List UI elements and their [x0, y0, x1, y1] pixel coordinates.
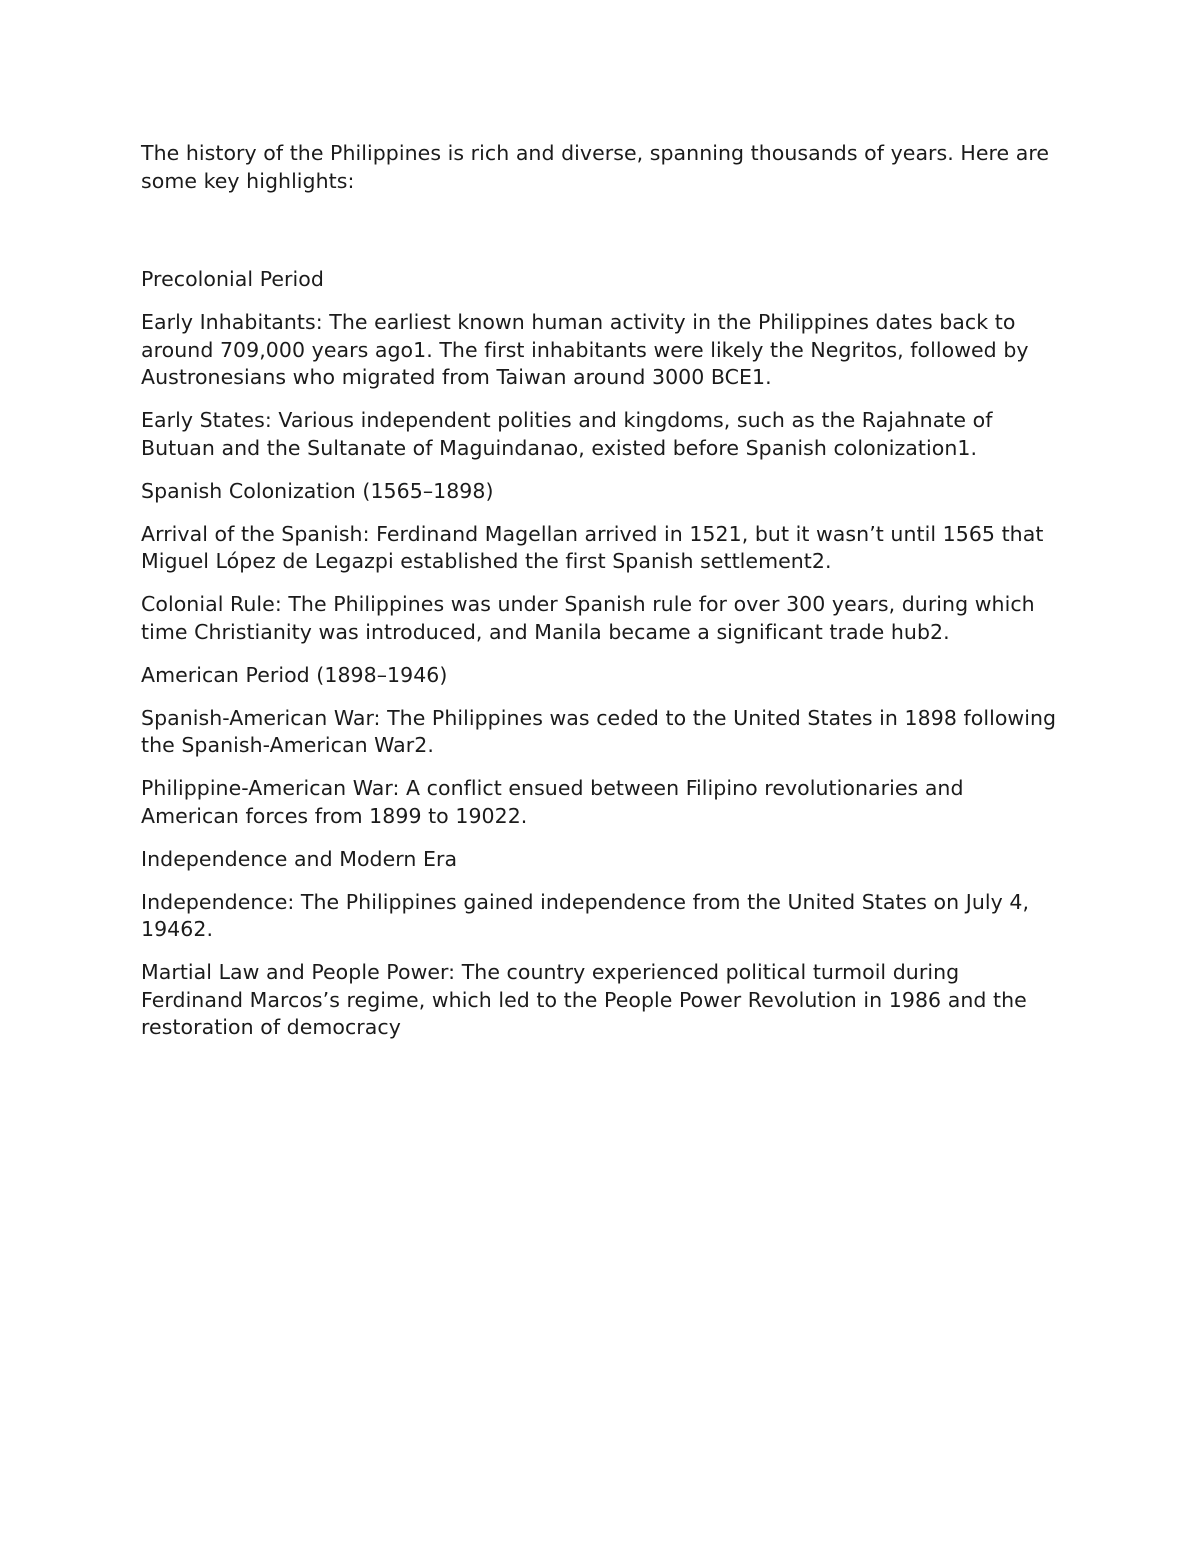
intro-paragraph: The history of the Philippines is rich and diverse, spanning thousands of years. Here are some key highlights:	[141, 141, 1050, 193]
document-body	[141, 140, 1066, 1057]
paragraph-arrival-of-spanish: Arrival of the Spanish: Ferdinand Magellan arrived in 1521, but it wasn’t until 1565 that Miguel López de Legazpi established the first Spanish settlement2.	[141, 521, 1044, 573]
section-heading-spanish-colonization: Spanish Colonization (1565–1898)	[141, 478, 494, 503]
section-heading-american-period: American Period (1898–1946)	[141, 662, 448, 687]
section-heading-independence: Independence and Modern Era	[141, 846, 458, 871]
paragraph-martial-law: Martial Law and People Power: The country experienced political turmoil during Ferdinand Marcos’s regime, which led to the People Power Revolution in 1986 and the restoration of democracy	[141, 960, 1027, 1039]
paragraph-early-states: Early States: Various independent polities and kingdoms, such as the Rajahnate of Butuan and the Sultanate of Maguindanao, existed before Spanish colonization1.	[141, 408, 993, 460]
paragraph-spanish-american-war: Spanish-American War: The Philippines was ceded to the United States in 1898 following the Spanish-American War2.	[141, 705, 1057, 757]
paragraph-philippine-american-war: Philippine-American War: A conflict ensued between Filipino revolutionaries and American forces from 1899 to 19022.	[141, 776, 964, 828]
section-heading-precolonial: Precolonial Period	[141, 267, 324, 291]
paragraph-early-inhabitants: Early Inhabitants: The earliest known human activity in the Philippines dates back to around 709,000 years ago1. The first inhabitants were likely the Negritos, followed by Austronesians who migrated from Taiwan around 3000 BCE1.	[141, 310, 1029, 389]
paragraph-colonial-rule: Colonial Rule: The Philippines was under Spanish rule for over 300 years, during which time Christianity was introduced, and Manila became a significant trade hub2.	[141, 592, 1035, 644]
paragraph-independence: Independence: The Philippines gained independence from the United States on July 4, 19462.	[141, 889, 1030, 941]
